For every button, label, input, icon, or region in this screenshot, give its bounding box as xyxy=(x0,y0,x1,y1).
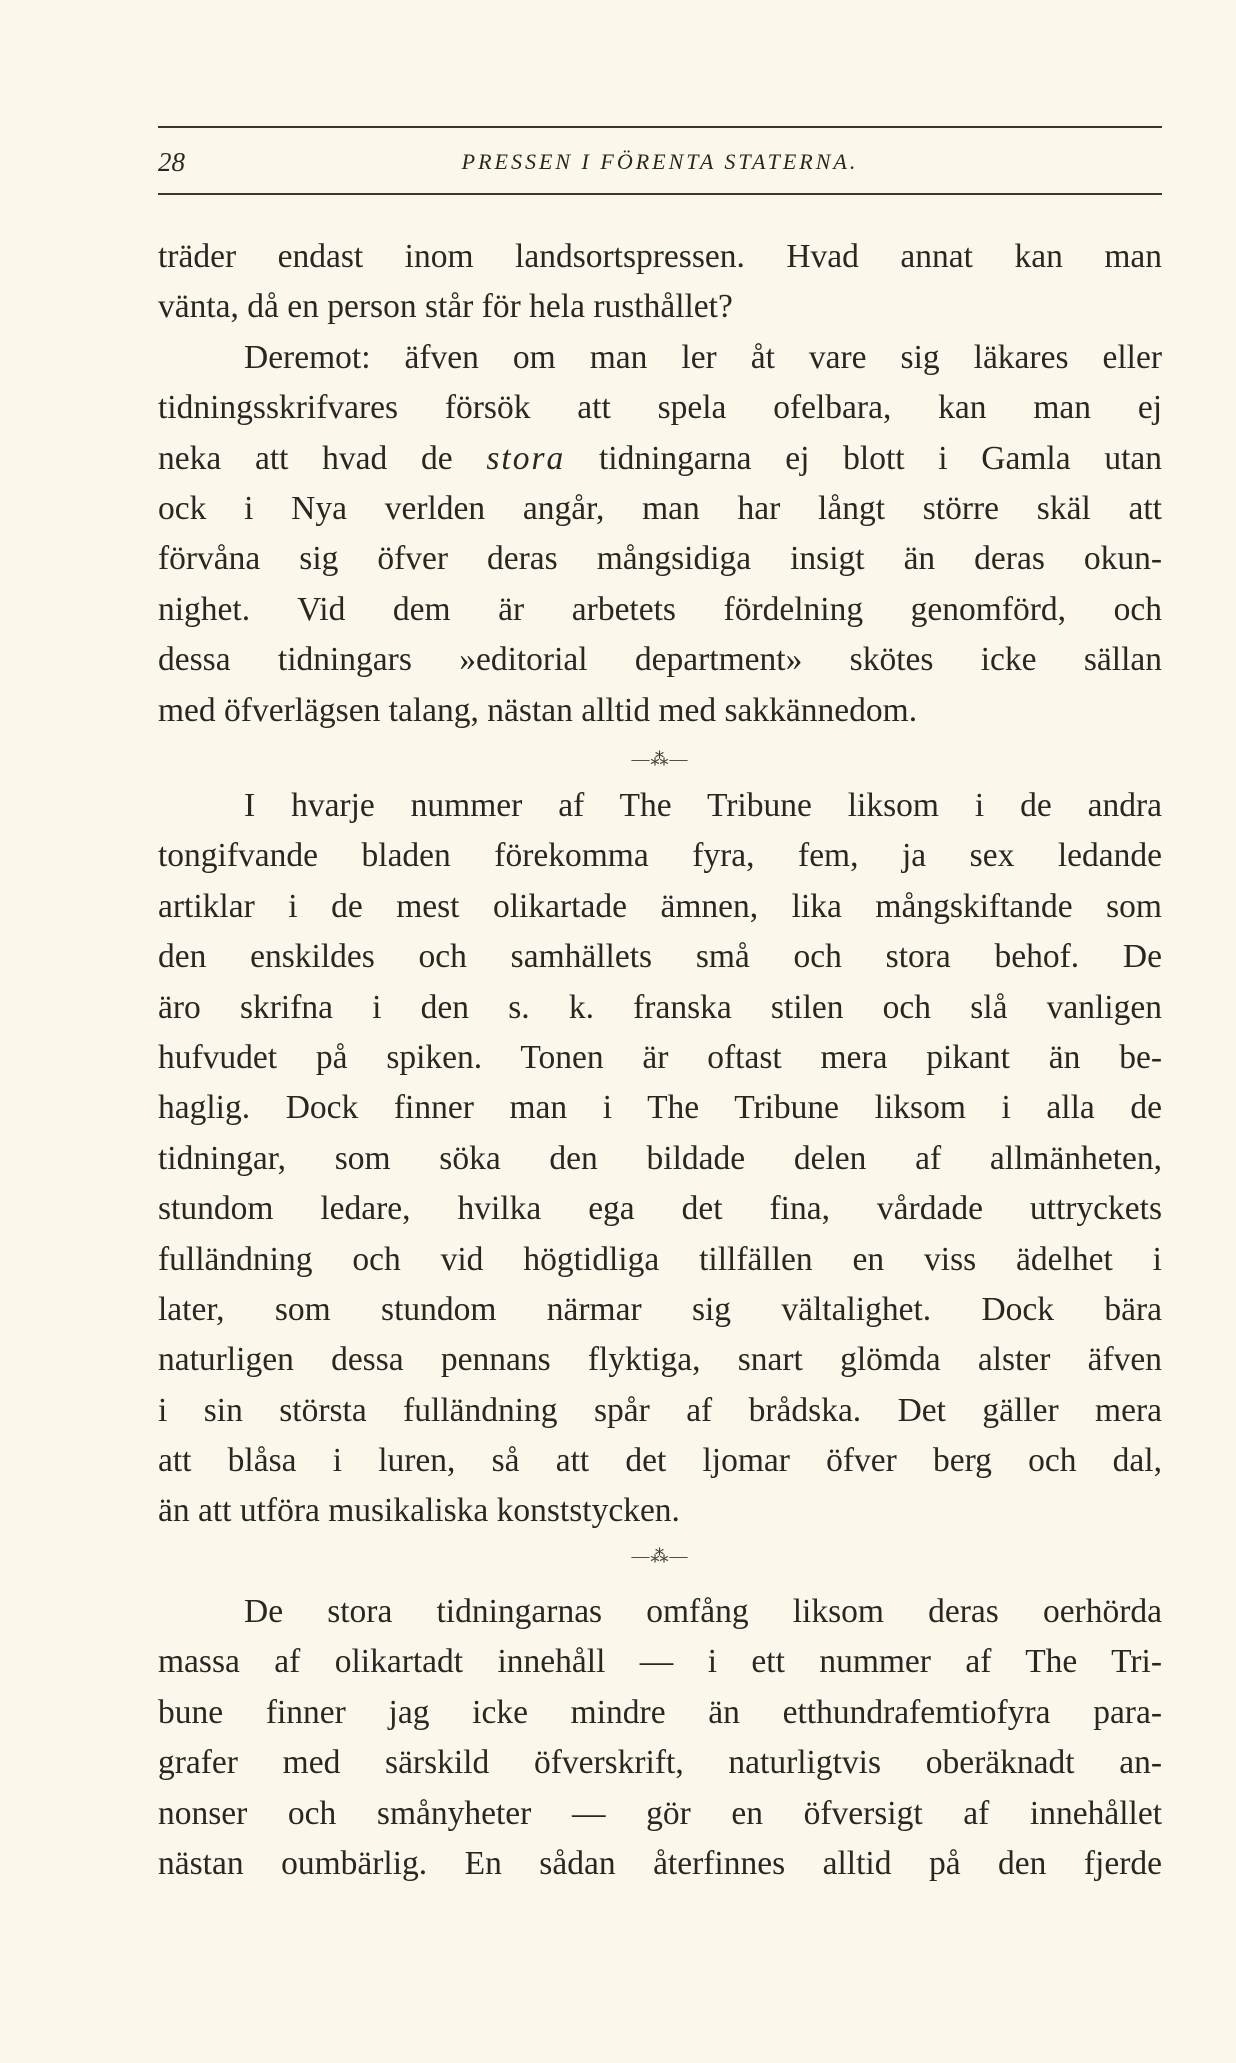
text-fragment: neka att hvad de xyxy=(158,439,487,477)
text-line: tidningsskrifvares försök att spela ofelbara, kan man ej xyxy=(158,389,1162,427)
text-line: ock i Nya verlden angår, man har långt större skäl att xyxy=(158,489,1162,527)
text-line: i sin största fulländning spår af brådska. Det gäller mera xyxy=(158,1391,1162,1429)
text-line: nästan oumbärlig. En sådan återfinnes alltid på den fjerde xyxy=(158,1844,1162,1882)
text-line: än att utföra musikaliska konststycken. xyxy=(158,1492,680,1530)
paragraph-2 xyxy=(158,333,1162,736)
text-line: hufvudet på spiken. Tonen är oftast mera pikant än be- xyxy=(158,1038,1162,1076)
text-line: tidningar, som söka den bildade delen af allmänheten, xyxy=(158,1139,1162,1177)
text-line: vänta, då en person står för hela rusthållet? xyxy=(158,288,733,326)
emphasized-word: stora xyxy=(486,439,566,477)
text-line: De stora tidningarnas omfång liksom deras oerhörda xyxy=(244,1593,1162,1630)
text-line: grafer med särskild öfverskrift, naturligtvis oberäknadt an- xyxy=(158,1744,1162,1782)
text-line-with-emphasis xyxy=(158,434,1162,484)
text-line: tongifvande bladen förekomma fyra, fem, ja sex ledande xyxy=(158,837,1162,875)
text-line: den enskildes och samhällets små och stora behof. De xyxy=(158,938,1162,976)
text-line: I hvarje nummer af The Tribune liksom i de andra xyxy=(244,787,1162,824)
text-line: fulländning och vid högtidliga tillfällen en viss ädelhet i xyxy=(158,1240,1162,1278)
text-line: med öfverlägsen talang, nästan alltid med sakkännedom. xyxy=(158,691,918,729)
text-line: bune finner jag icke mindre än etthundrafemtiofyra para- xyxy=(158,1693,1162,1731)
text-line: stundom ledare, hvilka ega det fina, vårdade uttryckets xyxy=(158,1190,1162,1228)
text-line: later, som stundom närmar sig vältalighet. Dock bära xyxy=(158,1290,1162,1328)
running-title: PRESSEN I FÖRENTA STATERNA. xyxy=(461,149,859,174)
text-line: haglig. Dock finner man i The Tribune liksom i alla de xyxy=(158,1089,1162,1127)
paragraph-4 xyxy=(158,1587,1162,1889)
section-divider: —⁂— xyxy=(631,749,689,769)
text-line: dessa tidningars »editorial department» skötes icke sällan xyxy=(158,641,1162,679)
text-line: nonser och smånyheter — gör en öfversigt af innehållet xyxy=(158,1794,1162,1832)
text-line: artiklar i de mest olikartade ämnen, lika mångskiftande som xyxy=(158,887,1162,925)
header-rule-bottom xyxy=(158,193,1162,195)
text-line: träder endast inom landsortspressen. Hvad annat kan man xyxy=(158,238,1162,275)
page-number: 28 xyxy=(158,147,185,177)
page-header xyxy=(158,139,1162,183)
text-line: massa af olikartadt innehåll — i ett nummer af The Tri- xyxy=(158,1643,1162,1681)
text-line: naturligen dessa pennans flyktiga, snart glömda alster äfven xyxy=(158,1341,1162,1379)
text-line: förvåna sig öfver deras mångsidiga insigt än deras okun- xyxy=(158,540,1162,578)
text-line: äro skrifna i den s. k. franska stilen och slå vanligen xyxy=(158,988,1162,1026)
text-fragment: tidningarna ej blott i Gamla utan xyxy=(565,439,1162,477)
text-line: Deremot: äfven om man ler åt vare sig läkares eller xyxy=(244,338,1162,376)
section-divider: —⁂— xyxy=(631,1546,689,1566)
text-line: att blåsa i luren, så att det ljomar öfver berg och dal, xyxy=(158,1442,1162,1480)
paragraph-3 xyxy=(158,781,1162,1537)
paragraph-1 xyxy=(158,232,1162,333)
header-rule-top xyxy=(158,126,1162,128)
text-line: nighet. Vid dem är arbetets fördelning genomförd, och xyxy=(158,590,1162,628)
